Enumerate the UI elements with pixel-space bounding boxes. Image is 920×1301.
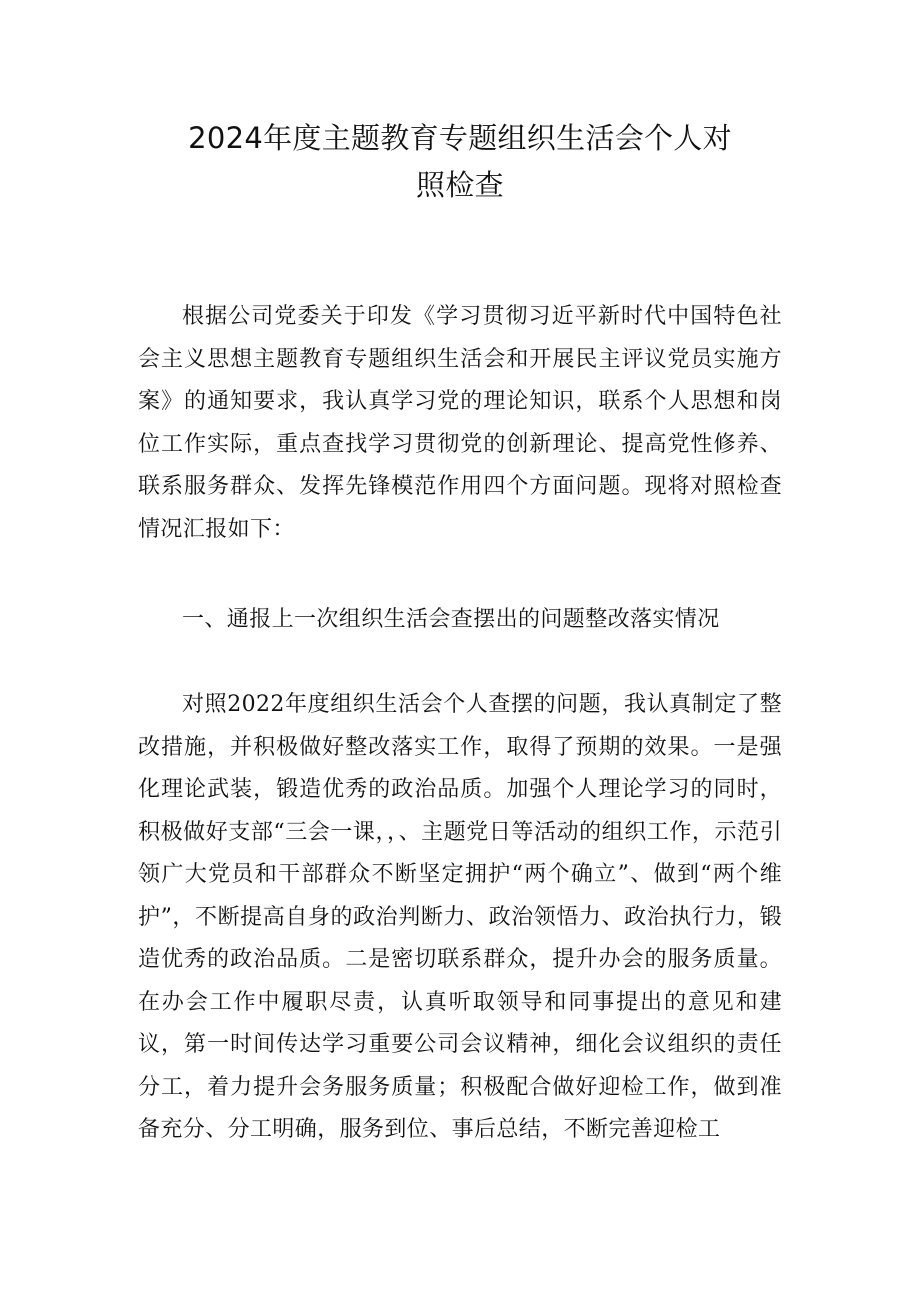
title-line-2: 照检查 [416,168,504,202]
title-line-1: 2024年度主题教育专题组织生活会个人对 [188,121,732,155]
body-paragraph-2: 对照2022年度组织生活会个人查摆的问题，我认真制定了整改措施，并积极做好整改落实工作，取得了预期的效果。一是强化理论武装，锻造优秀的政治品质。加强个人理论学习的同时，积极做好支部“三会一课，，、主题党日等活动的组织工作，示范引领广大党员和干部群众不断坚定拥护“两个确立”、做到“两个维护”，不断提高自身的政治判断力、政治领悟力、政治执行力，锻造优秀的政治品质。二是密切联系群众，提升办会的服务质量。在办会工作中履职尽责，认真听取领导和同事提出的意见和建议，第一时间传达学习重要公司会议精神，细化会议组织的责任分工，着力提升会务服务质量；积极配合做好迎检工作，做到准备充分、分工明确，服务到位、事后总结，不断完善迎检工 [138,692,782,1142]
document-title [140,115,780,209]
intro-paragraph: 根据公司党委关于印发《学习贯彻习近平新时代中国特色社会主义思想主题教育专题组织生活会和开展民主评议党员实施方案》的通知要求，我认真学习党的理论知识，联系个人思想和岗位工作实际，重点查找学习贯彻党的创新理论、提高党性修养、联系服务群众、发挥先锋模范作用四个方面问题。现将对照检查情况汇报如下： [138,304,782,542]
section-heading-1: 一、通报上一次组织生活会查摆出的问题整改落实情况 [182,607,720,632]
